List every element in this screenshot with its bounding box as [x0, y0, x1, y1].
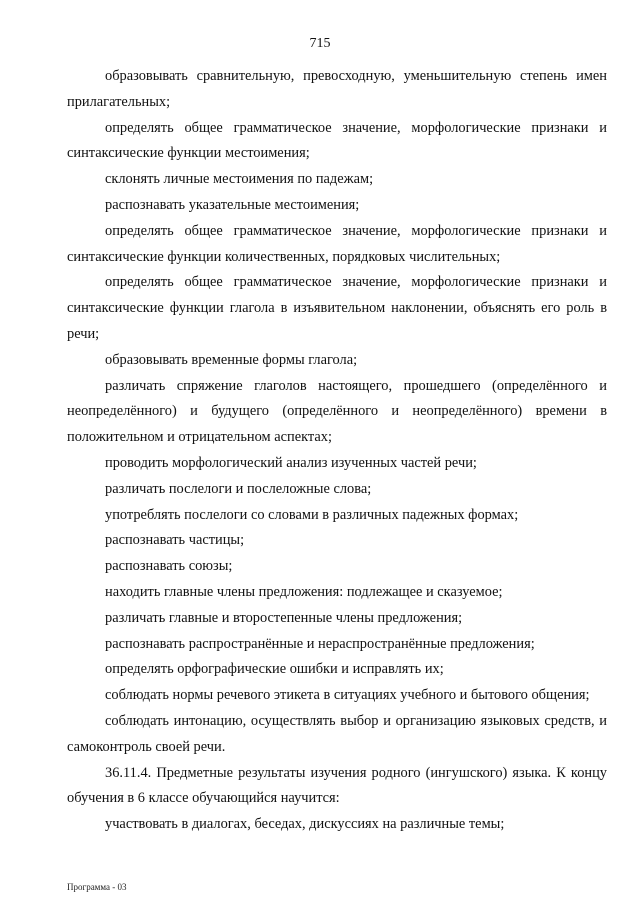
section-paragraph: 36.11.4. Предметные результаты изучения родного (ингушского) языка. К концу обучения в 6 классе обучающийся научится:: [67, 764, 607, 807]
footer-label: Программа - 03: [67, 882, 127, 892]
paragraph: определять общее грамматическое значение, морфологические признаки и синтаксические функции местоимения;: [67, 119, 607, 162]
paragraph: определять общее грамматическое значение, морфологические признаки и синтаксические функции количественных, порядковых числительных;: [67, 222, 607, 265]
paragraph: различать главные и второстепенные члены предложения;: [105, 609, 463, 626]
paragraph: различать спряжение глаголов настоящего, прошедшего (определённого и неопределённого) и будущего (определённого и неопределённого) времени в положительном и отрицательном аспектах;: [67, 377, 607, 446]
paragraph: определять общее грамматическое значение, морфологические признаки и синтаксические функции глагола в изъявительном наклонении, объяснять его роль в речи;: [67, 274, 607, 342]
paragraph: употреблять послелоги со словами в различных падежных формах;: [105, 506, 519, 523]
paragraph: склонять личные местоимения по падежам;: [105, 171, 374, 188]
paragraph: образовывать сравнительную, превосходную, уменьшительную степень имен прилагательных;: [67, 68, 607, 110]
paragraph: соблюдать интонацию, осуществлять выбор и организацию языковых средств, и самоконтроль своей речи.: [67, 712, 607, 755]
document-body: [67, 64, 607, 838]
paragraph: участвовать в диалогах, беседах, дискуссиях на различные темы;: [105, 816, 505, 833]
paragraph: определять орфографические ошибки и исправлять их;: [105, 661, 444, 678]
paragraph: соблюдать нормы речевого этикета в ситуациях учебного и бытового общения;: [105, 687, 590, 704]
paragraph: различать послелоги и послеложные слова;: [105, 480, 372, 497]
paragraph: распознавать частицы;: [105, 532, 245, 549]
paragraph: образовывать временные формы глагола;: [105, 351, 358, 368]
paragraph: распознавать указательные местоимения;: [105, 196, 360, 213]
paragraph: распознавать распространённые и нераспространённые предложения;: [105, 635, 535, 652]
page-number: 715: [309, 36, 331, 51]
paragraph: находить главные члены предложения: подлежащее и сказуемое;: [105, 583, 503, 600]
paragraph: распознавать союзы;: [105, 558, 233, 575]
paragraph: проводить морфологический анализ изученных частей речи;: [105, 454, 477, 471]
